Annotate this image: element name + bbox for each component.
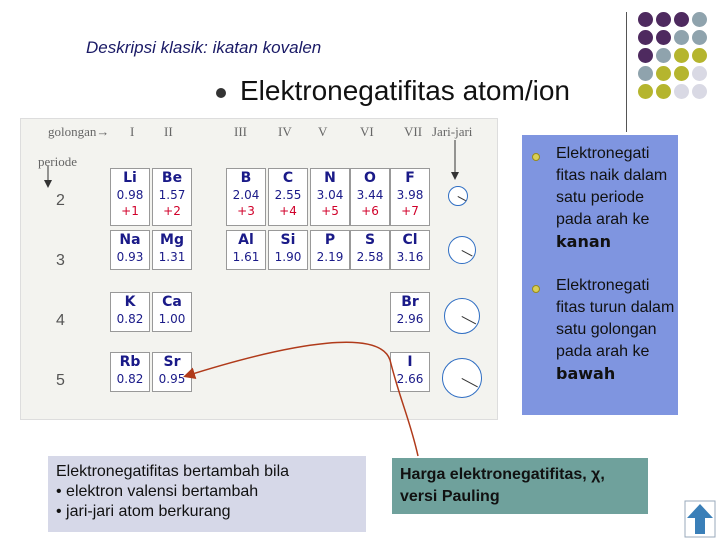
element-en: 0.82 [116, 312, 144, 326]
dot-icon [638, 84, 653, 99]
element-cell-o [350, 168, 390, 226]
element-cell-al [226, 230, 266, 270]
element-en: 0.82 [116, 372, 144, 386]
element-cell-k [110, 292, 150, 332]
dot-icon [638, 66, 653, 81]
golongan-label: golongan→ [48, 124, 110, 139]
element-cell-li [110, 168, 150, 226]
element-symbol: Sr [163, 354, 181, 370]
element-symbol: Si [280, 232, 296, 248]
element-en: 2.19 [316, 250, 344, 264]
bullet-group-trend [556, 275, 676, 386]
element-cell-na [110, 230, 150, 270]
dot-icon [674, 12, 689, 27]
group-header: III [234, 124, 247, 139]
element-cell-p [310, 230, 350, 270]
element-cell-c [268, 168, 308, 226]
group-header: VI [360, 124, 374, 139]
bullet-period-trend [556, 143, 676, 254]
dot-icon [674, 66, 689, 81]
element-cell-rb [110, 352, 150, 392]
slide-title: Elektronegatifitas atom/ion [240, 75, 570, 106]
element-en: 2.04 [232, 188, 260, 202]
element-cell-be [152, 168, 192, 226]
periode-label: periode [38, 154, 77, 169]
element-symbol: K [124, 294, 136, 310]
element-cell-cl [390, 230, 430, 270]
element-symbol: Ca [162, 294, 182, 310]
element-en: 1.57 [158, 188, 186, 202]
bullet-text: Elektronegati fitas turun dalam satu golongan pada arah ke [556, 277, 675, 360]
electronegativity-note [48, 456, 366, 532]
group-header: I [130, 124, 135, 139]
element-en: 1.00 [158, 312, 186, 326]
period-number: 5 [56, 372, 65, 389]
decorative-dot-grid [634, 10, 718, 120]
element-ox: +7 [401, 204, 419, 218]
bullet-emphasis: kanan [556, 232, 612, 251]
dot-icon [638, 12, 653, 27]
dot-icon [674, 30, 689, 45]
element-cell-br [390, 292, 430, 332]
trend-bullet-box [522, 135, 678, 415]
dot-icon [674, 84, 689, 99]
bullet-emphasis: bawah [556, 364, 616, 383]
element-en: 3.98 [396, 188, 424, 202]
group-header: VII [404, 124, 423, 139]
element-en: 2.55 [274, 188, 302, 202]
note-line: • jari-jari atom berkurang [56, 503, 231, 520]
bullet-dot-icon [532, 153, 540, 161]
up-arrow-button[interactable] [684, 500, 716, 538]
header-divider [626, 12, 627, 132]
note-line: • elektron valensi bertambah [56, 483, 259, 500]
period-number: 2 [56, 192, 65, 209]
dot-icon [638, 48, 653, 63]
element-en: 2.96 [396, 312, 424, 326]
dot-icon [638, 30, 653, 45]
element-symbol: P [324, 232, 336, 248]
element-symbol: S [364, 232, 376, 248]
element-en: 3.44 [356, 188, 384, 202]
element-symbol: O [364, 170, 376, 186]
up-arrow-icon [684, 500, 716, 538]
element-symbol: B [240, 170, 252, 186]
dot-icon [692, 48, 707, 63]
element-symbol: Mg [160, 232, 184, 248]
element-cell-ca [152, 292, 192, 332]
element-symbol: Na [119, 232, 141, 248]
dot-icon [656, 66, 671, 81]
dot-icon [692, 84, 707, 99]
pauling-note: Harga elektronegatifitas, χ, versi Pauling [392, 458, 648, 514]
dot-icon [656, 12, 671, 27]
element-symbol: Cl [402, 232, 418, 248]
element-symbol: F [405, 170, 415, 186]
atomic-radius-circle-icon [444, 298, 480, 334]
element-symbol: Li [123, 170, 137, 186]
element-symbol: Rb [119, 354, 141, 370]
dot-icon [656, 84, 671, 99]
element-cell-mg [152, 230, 192, 270]
element-en: 2.58 [356, 250, 384, 264]
bullet-text: Elektronegati fitas naik dalam satu periode pada arah ke [556, 145, 668, 228]
element-en: 0.95 [158, 372, 186, 386]
element-symbol: I [407, 354, 413, 370]
element-en: 1.90 [274, 250, 302, 264]
dot-icon [692, 30, 707, 45]
group-header: II [164, 124, 173, 139]
element-cell-b [226, 168, 266, 226]
period-number: 3 [56, 252, 65, 269]
dot-icon [692, 66, 707, 81]
element-cell-si [268, 230, 308, 270]
element-en: 1.61 [232, 250, 260, 264]
element-cell-n [310, 168, 350, 226]
element-ox: +4 [279, 204, 297, 218]
note-line: Elektronegatifitas bertambah bila [56, 463, 290, 480]
slide-subtitle: Deskripsi klasik: ikatan kovalen [86, 38, 322, 57]
element-en: 0.98 [116, 188, 144, 202]
element-ox: +2 [163, 204, 181, 218]
element-en: 2.66 [396, 372, 424, 386]
dot-icon [656, 48, 671, 63]
element-en: 3.04 [316, 188, 344, 202]
element-ox: +6 [361, 204, 379, 218]
element-symbol: Al [238, 232, 254, 248]
dot-icon [692, 12, 707, 27]
element-en: 0.93 [116, 250, 144, 264]
radius-label: Jari-jari [432, 124, 473, 139]
atomic-radius-circle-icon [448, 186, 468, 206]
element-ox: +3 [237, 204, 255, 218]
element-ox: +5 [321, 204, 339, 218]
element-en: 3.16 [396, 250, 424, 264]
dot-icon [674, 48, 689, 63]
element-cell-f [390, 168, 430, 226]
element-ox: +1 [121, 204, 139, 218]
element-symbol: Br [401, 294, 419, 310]
element-cell-s [350, 230, 390, 270]
element-en: 1.31 [158, 250, 186, 264]
atomic-radius-circle-icon [442, 358, 482, 398]
element-symbol: N [324, 170, 336, 186]
title-bullet-icon [216, 88, 226, 98]
dot-icon [656, 30, 671, 45]
element-symbol: C [282, 170, 294, 186]
period-number: 4 [56, 312, 65, 329]
atomic-radius-circle-icon [448, 236, 476, 264]
group-header: IV [278, 124, 292, 139]
group-header: V [318, 124, 328, 139]
bullet-dot-icon [532, 285, 540, 293]
element-symbol: Be [161, 170, 183, 186]
element-cell-sr [152, 352, 192, 392]
element-cell-i [390, 352, 430, 392]
